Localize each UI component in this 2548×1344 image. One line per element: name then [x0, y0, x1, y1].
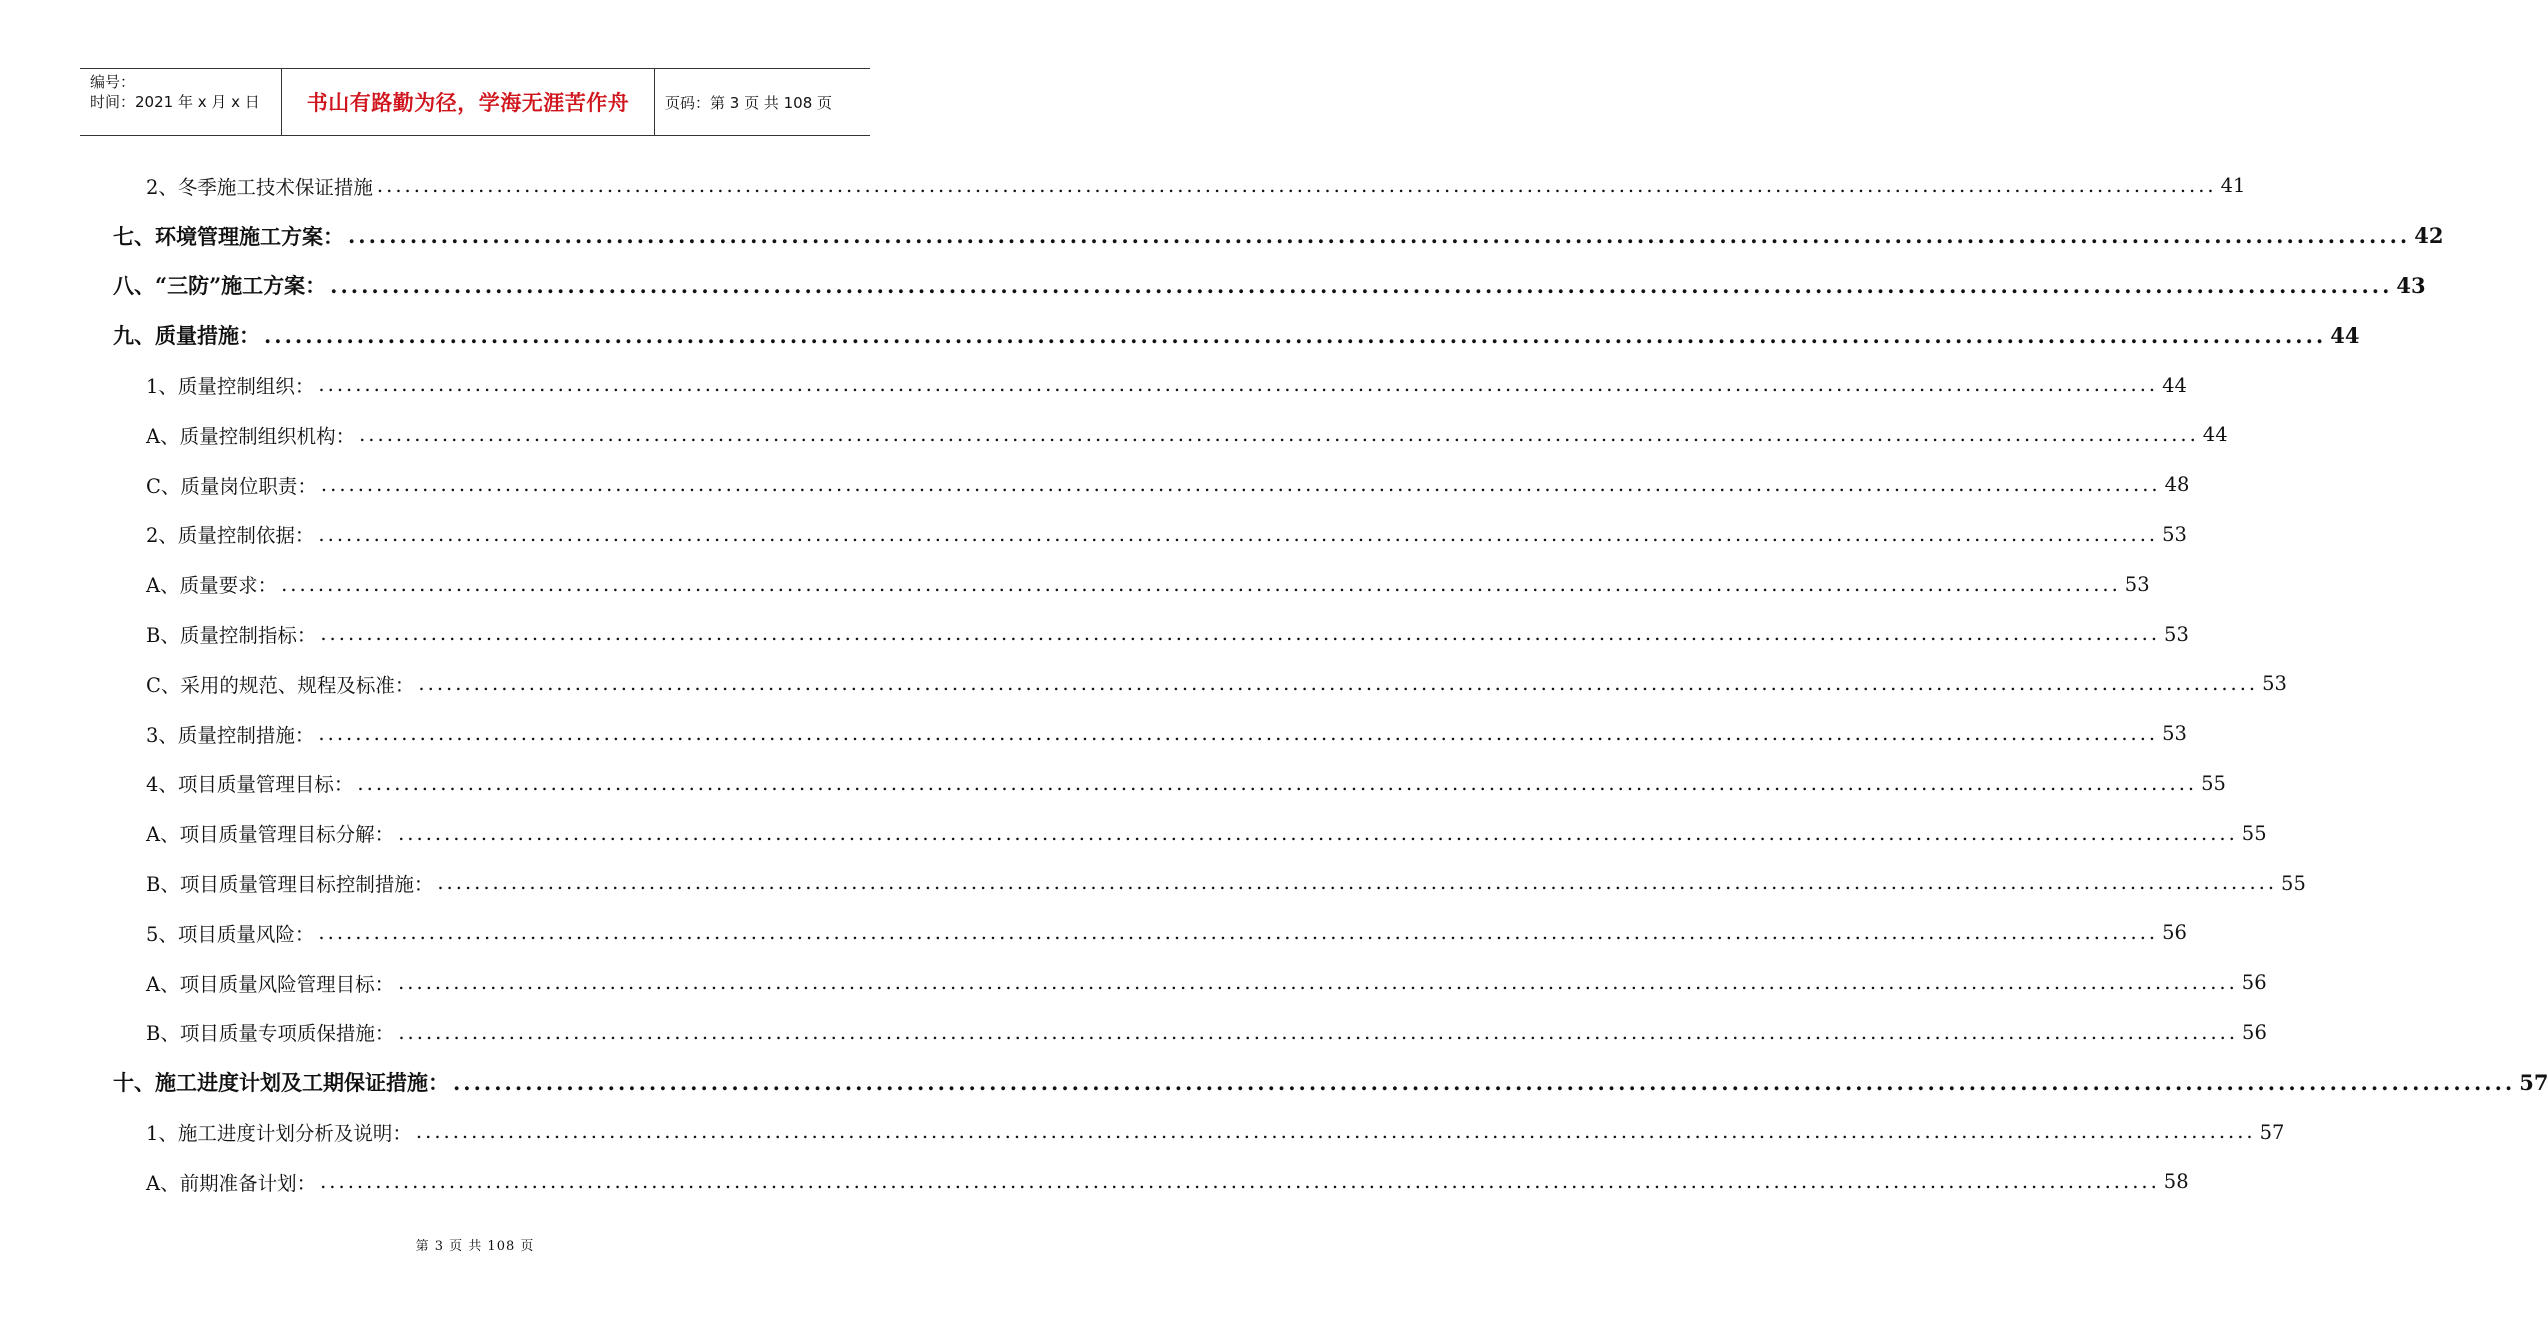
toc-entry-page-number: 57	[2519, 1069, 2548, 1095]
table-of-contents	[0, 161, 2548, 1207]
toc-entry-label: 3、质量控制措施：	[146, 723, 315, 747]
toc-entry[interactable]	[0, 609, 2189, 659]
header-page-info: 页码：第 3 页 共 108 页	[665, 93, 833, 112]
toc-entry-label: A、质量要求：	[146, 574, 278, 598]
toc-entry-page-number: 56	[2242, 1020, 2267, 1044]
toc-entry-page-number: 42	[2414, 223, 2444, 249]
toc-dot-leader: ........................................................................................................................................................................................................	[330, 272, 2393, 298]
toc-dot-leader: ........................................................................................................................................................................................................	[398, 1020, 2239, 1044]
toc-dot-leader: ........................................................................................................................................................................................................	[359, 423, 2199, 447]
toc-entry[interactable]	[0, 808, 2267, 858]
toc-entry[interactable]	[0, 161, 2246, 211]
toc-entry[interactable]	[0, 659, 2287, 709]
toc-entry-page-number: 55	[2241, 821, 2267, 845]
toc-dot-leader: ........................................................................................................................................................................................................	[318, 921, 2159, 945]
toc-entry-label: 5、项目质量风险：	[146, 922, 315, 946]
toc-entry[interactable]	[0, 360, 2187, 410]
toc-dot-leader: ........................................................................................................................................................................................................	[320, 472, 2161, 496]
toc-entry[interactable]	[0, 858, 2306, 908]
toc-entry-page-number: 56	[2241, 971, 2267, 995]
toc-dot-leader: ........................................................................................................................................................................................................	[348, 223, 2411, 249]
toc-dot-leader: ........................................................................................................................................................................................................	[376, 174, 2217, 198]
toc-entry[interactable]	[0, 310, 2360, 360]
toc-entry-label: A、项目质量风险管理目标：	[146, 972, 395, 996]
page-footer: 第 3 页 共 108 页	[415, 1239, 535, 1254]
header-motto: 书山有路勤为径，学海无涯苦作舟	[282, 69, 655, 135]
toc-entry-page-number: 43	[2396, 272, 2426, 298]
toc-dot-leader: ........................................................................................................................................................................................................	[320, 1170, 2160, 1194]
toc-entry[interactable]	[0, 1008, 2267, 1058]
page-header	[80, 68, 870, 136]
toc-dot-leader: ........................................................................................................................................................................................................	[398, 821, 2238, 845]
toc-dot-leader: ........................................................................................................................................................................................................	[264, 322, 2327, 348]
toc-dot-leader: ........................................................................................................................................................................................................	[453, 1069, 2516, 1095]
toc-entry[interactable]	[0, 261, 2426, 311]
toc-dot-leader: ........................................................................................................................................................................................................	[357, 771, 2198, 795]
toc-entry-page-number: 55	[2201, 771, 2226, 795]
toc-entry-page-number: 58	[2163, 1170, 2189, 1194]
toc-entry-page-number: 48	[2164, 473, 2190, 497]
toc-entry-page-number: 56	[2162, 921, 2187, 945]
header-meta	[80, 69, 282, 135]
toc-entry-label: A、项目质量管理目标分解：	[146, 823, 395, 847]
toc-entry[interactable]	[0, 211, 2444, 261]
toc-entry-page-number: 53	[2124, 572, 2150, 596]
toc-entry-label: 2、冬季施工技术保证措施	[146, 175, 373, 199]
toc-entry-label: C、质量岗位职责：	[146, 474, 317, 498]
toc-entry[interactable]	[0, 410, 2228, 460]
toc-entry-label: 4、项目质量管理目标：	[146, 773, 354, 797]
toc-entry-page-number: 44	[2202, 423, 2228, 447]
toc-entry-page-number: 41	[2220, 174, 2246, 198]
toc-dot-leader: ........................................................................................................................................................................................................	[318, 721, 2159, 745]
toc-entry[interactable]	[0, 759, 2226, 809]
toc-dot-leader: ........................................................................................................................................................................................................	[437, 871, 2278, 895]
toc-entry[interactable]	[0, 709, 2187, 759]
toc-entry-label: 七、环境管理施工方案：	[113, 223, 344, 249]
toc-dot-leader: ........................................................................................................................................................................................................	[318, 522, 2159, 546]
toc-dot-leader: ........................................................................................................................................................................................................	[415, 1120, 2256, 1144]
toc-dot-leader: ........................................................................................................................................................................................................	[281, 572, 2121, 596]
toc-entry-label: A、质量控制组织机构：	[146, 424, 356, 448]
document-date: 时间：2021 年 x 月 x 日	[90, 93, 260, 111]
toc-entry[interactable]	[0, 559, 2150, 609]
toc-entry-page-number: 57	[2259, 1120, 2285, 1144]
document-number-label: 编号：	[90, 73, 136, 91]
toc-entry-label: 九、质量措施：	[113, 323, 260, 349]
toc-entry-page-number: 44	[2330, 322, 2360, 348]
toc-entry-label: 十、施工进度计划及工期保证措施：	[113, 1070, 449, 1096]
toc-entry-page-number: 53	[2262, 672, 2287, 696]
toc-entry-label: B、质量控制指标：	[146, 624, 317, 648]
toc-dot-leader: ........................................................................................................................................................................................................	[398, 970, 2238, 994]
toc-entry-label: 1、施工进度计划分析及说明：	[146, 1122, 412, 1146]
toc-entry[interactable]	[0, 1107, 2285, 1157]
toc-dot-leader: ........................................................................................................................................................................................................	[318, 373, 2159, 397]
toc-entry-label: B、项目质量专项质保措施：	[146, 1022, 395, 1046]
toc-entry-page-number: 53	[2162, 522, 2187, 546]
toc-entry[interactable]	[0, 908, 2187, 958]
toc-entry[interactable]	[0, 460, 2190, 510]
toc-entry-page-number: 55	[2281, 871, 2306, 895]
toc-entry-label: C、采用的规范、规程及标准：	[146, 673, 415, 697]
toc-entry[interactable]	[0, 1157, 2189, 1207]
toc-entry-page-number: 53	[2162, 722, 2187, 746]
toc-entry-label: B、项目质量管理目标控制措施：	[146, 873, 434, 897]
toc-entry-label: 1、质量控制组织：	[146, 375, 315, 399]
toc-dot-leader: ........................................................................................................................................................................................................	[320, 622, 2161, 646]
toc-entry[interactable]	[0, 958, 2267, 1008]
toc-entry-page-number: 44	[2162, 373, 2187, 397]
toc-dot-leader: ........................................................................................................................................................................................................	[418, 672, 2259, 696]
toc-entry-page-number: 53	[2164, 622, 2189, 646]
toc-entry[interactable]	[0, 510, 2187, 560]
toc-entry[interactable]	[0, 1057, 2548, 1107]
toc-entry-label: 2、质量控制依据：	[146, 524, 315, 548]
toc-entry-label: 八、“三防”施工方案：	[113, 273, 327, 299]
toc-entry-label: A、前期准备计划：	[146, 1171, 317, 1195]
